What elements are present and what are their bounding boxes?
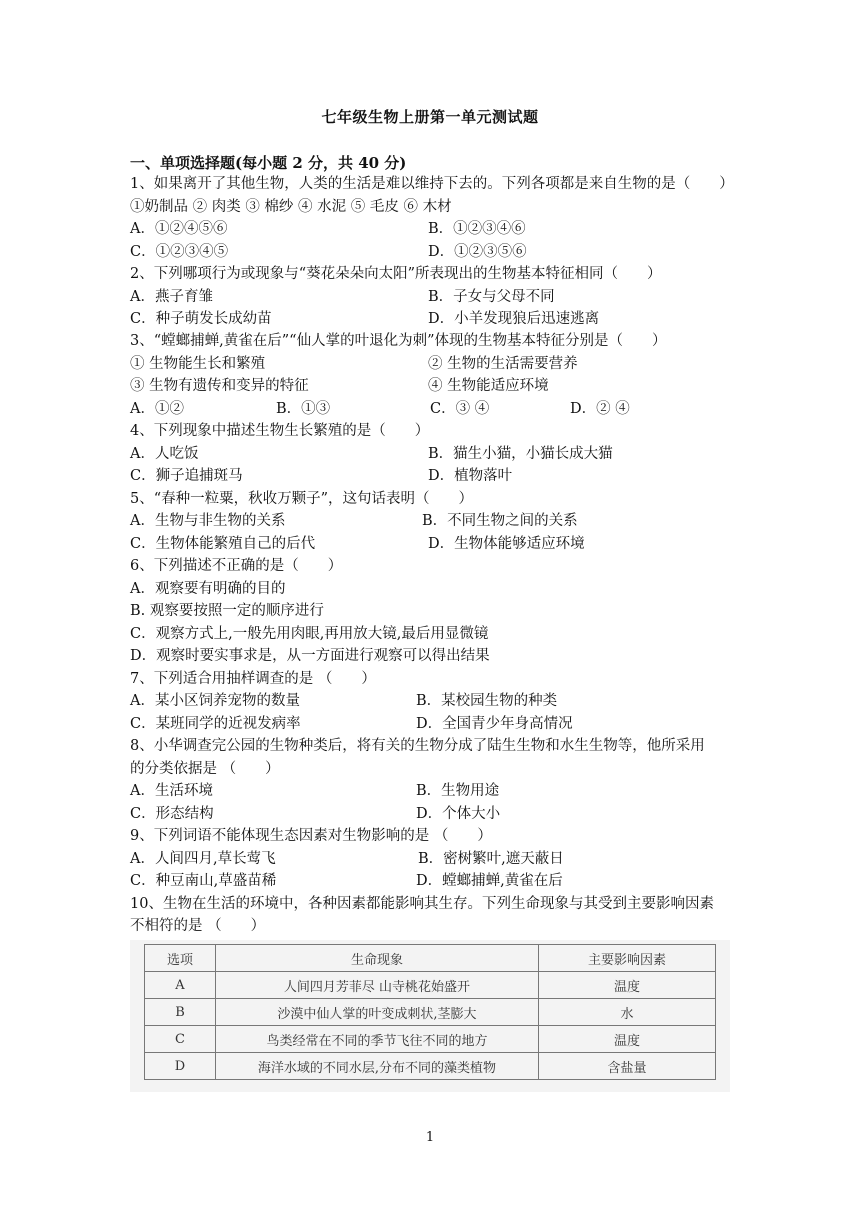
question-7-option-a: A．某小区饲养宠物的数量 bbox=[130, 693, 300, 709]
question-5-option-b: B．不同生物之间的关系 bbox=[422, 513, 578, 529]
question-7-option-b: B．某校园生物的种类 bbox=[416, 693, 558, 709]
question-9-stem: 9、下列词语不能体现生态因素对生物影响的是 （ ） bbox=[130, 828, 492, 844]
question-3-statement-2: ② 生物的生活需要营养 bbox=[428, 356, 578, 372]
table-cell: C bbox=[145, 1026, 216, 1053]
question-10-stem-line-2: 不相符的是 （ ） bbox=[130, 918, 266, 934]
table-cell: 沙漠中仙人掌的叶变成刺状,茎膨大 bbox=[216, 999, 539, 1026]
question-5-stem: 5、“春种一粒粟，秋收万颗子”，这句话表明（ ） bbox=[130, 491, 474, 507]
table-header-option: 选项 bbox=[145, 945, 216, 972]
table-cell: 人间四月芳菲尽 山寺桃花始盛开 bbox=[216, 972, 539, 999]
question-1-option-b: B．①②③④⑥ bbox=[428, 221, 526, 237]
question-9-option-c: C．种豆南山,草盛苗稀 bbox=[130, 873, 277, 889]
question-6-stem: 6、下列描述不正确的是（ ） bbox=[130, 558, 343, 574]
question-10-table bbox=[144, 944, 716, 1080]
question-9-option-d: D．螳螂捕蝉,黄雀在后 bbox=[416, 873, 563, 889]
question-1-option-a: A．①②④⑤⑥ bbox=[130, 221, 228, 237]
question-3-option-d: D．② ④ bbox=[570, 401, 630, 417]
question-1-stem: 1、如果离开了其他生物，人类的生活是难以维持下去的。下列各项都是来自生物的是（ ） bbox=[130, 176, 734, 192]
question-6-option-c: C．观察方式上,一般先用肉眼,再用放大镜,最后用显微镜 bbox=[130, 626, 489, 642]
table-cell: 鸟类经常在不同的季节飞往不同的地方 bbox=[216, 1026, 539, 1053]
question-8-option-b: B．生物用途 bbox=[416, 783, 500, 799]
question-4-option-d: D．植物落叶 bbox=[428, 468, 513, 484]
page-number: 1 bbox=[425, 1130, 435, 1145]
table-header-phenomenon: 生命现象 bbox=[216, 945, 539, 972]
question-4-stem: 4、下列现象中描述生物生长繁殖的是（ ） bbox=[130, 423, 430, 439]
table-cell: A bbox=[145, 972, 216, 999]
question-10-table-image bbox=[130, 940, 730, 1092]
question-3-option-a: A．①② bbox=[130, 401, 184, 417]
section-heading: 一、单项选择题(每小题 2 分，共 40 分) bbox=[130, 154, 407, 172]
question-2-option-a: A．燕子育雏 bbox=[130, 289, 213, 305]
table-cell: 含盐量 bbox=[539, 1053, 716, 1080]
question-9-option-b: B．密树繁叶,遮天蔽日 bbox=[418, 851, 564, 867]
table-row bbox=[145, 972, 716, 999]
table-cell: 水 bbox=[539, 999, 716, 1026]
question-1-option-d: D．①②③⑤⑥ bbox=[428, 244, 527, 260]
table-cell: D bbox=[145, 1053, 216, 1080]
question-3-option-b: B．①③ bbox=[276, 401, 331, 417]
question-2-option-d: D．小羊发现狼后迅速逃离 bbox=[428, 311, 600, 327]
question-7-stem: 7、下列适合用抽样调查的是 （ ） bbox=[130, 671, 376, 687]
question-4-option-b: B．猫生小猫，小猫长成大猫 bbox=[428, 446, 613, 462]
page-title: 七年级生物上册第一单元测试题 bbox=[321, 108, 539, 126]
table-header-factor: 主要影响因素 bbox=[539, 945, 716, 972]
question-8-option-d: D．个体大小 bbox=[416, 806, 501, 822]
question-6-option-b: B. 观察要按照一定的顺序进行 bbox=[130, 603, 324, 619]
question-5-option-a: A．生物与非生物的关系 bbox=[130, 513, 286, 529]
question-5-option-d: D．生物体能够适应环境 bbox=[428, 536, 585, 552]
question-3-stem: 3、“螳螂捕蝉,黄雀在后”“仙人掌的叶退化为刺”体现的生物基本特征分别是（ ） bbox=[130, 333, 667, 349]
question-3-option-c: C．③ ④ bbox=[430, 401, 490, 417]
table-cell: 温度 bbox=[539, 1026, 716, 1053]
question-7-option-c: C．某班同学的近视发病率 bbox=[130, 716, 301, 732]
question-4-option-c: C．狮子追捕斑马 bbox=[130, 468, 243, 484]
table-header-row bbox=[145, 945, 716, 972]
table-cell: 海洋水域的不同水层,分布不同的藻类植物 bbox=[216, 1053, 539, 1080]
question-8-option-c: C．形态结构 bbox=[130, 806, 214, 822]
question-9-option-a: A．人间四月,草长莺飞 bbox=[130, 851, 276, 867]
question-5-option-c: C．生物体能繁殖自己的后代 bbox=[130, 536, 316, 552]
table-cell: 温度 bbox=[539, 972, 716, 999]
question-2-option-b: B．子女与父母不同 bbox=[428, 289, 555, 305]
question-8-stem-line-1: 8、小华调查完公园的生物种类后，将有关的生物分成了陆生生物和水生生物等，他所采用 bbox=[130, 738, 705, 754]
question-8-option-a: A．生活环境 bbox=[130, 783, 213, 799]
question-7-option-d: D．全国青少年身高情况 bbox=[416, 716, 573, 732]
question-8-stem-line-2: 的分类依据是 （ ） bbox=[130, 761, 280, 777]
question-10-stem-line-1: 10、生物在生活的环境中，各种因素都能影响其生存。下列生命现象与其受到主要影响因素 bbox=[130, 896, 714, 912]
question-1-option-c: C．①②③④⑤ bbox=[130, 244, 229, 260]
table-row bbox=[145, 999, 716, 1026]
question-6-option-a: A．观察要有明确的目的 bbox=[130, 581, 286, 597]
question-4-option-a: A．人吃饭 bbox=[130, 446, 199, 462]
question-3-statement-1: ① 生物能生长和繁殖 bbox=[130, 356, 266, 372]
table-cell: B bbox=[145, 999, 216, 1026]
question-2-option-c: C．种子萌发长成幼苗 bbox=[130, 311, 272, 327]
question-3-statement-4: ④ 生物能适应环境 bbox=[428, 378, 549, 394]
question-6-option-d: D．观察时要实事求是，从一方面进行观察可以得出结果 bbox=[130, 648, 490, 664]
table-row bbox=[145, 1026, 716, 1053]
question-1-items: ①奶制品 ② 肉类 ③ 棉纱 ④ 水泥 ⑤ 毛皮 ⑥ 木材 bbox=[130, 199, 452, 215]
table-row bbox=[145, 1053, 716, 1080]
question-2-stem: 2、下列哪项行为或现象与“葵花朵朵向太阳”所表现出的生物基本特征相同（ ） bbox=[130, 266, 662, 282]
question-3-statement-3: ③ 生物有遗传和变异的特征 bbox=[130, 378, 309, 394]
